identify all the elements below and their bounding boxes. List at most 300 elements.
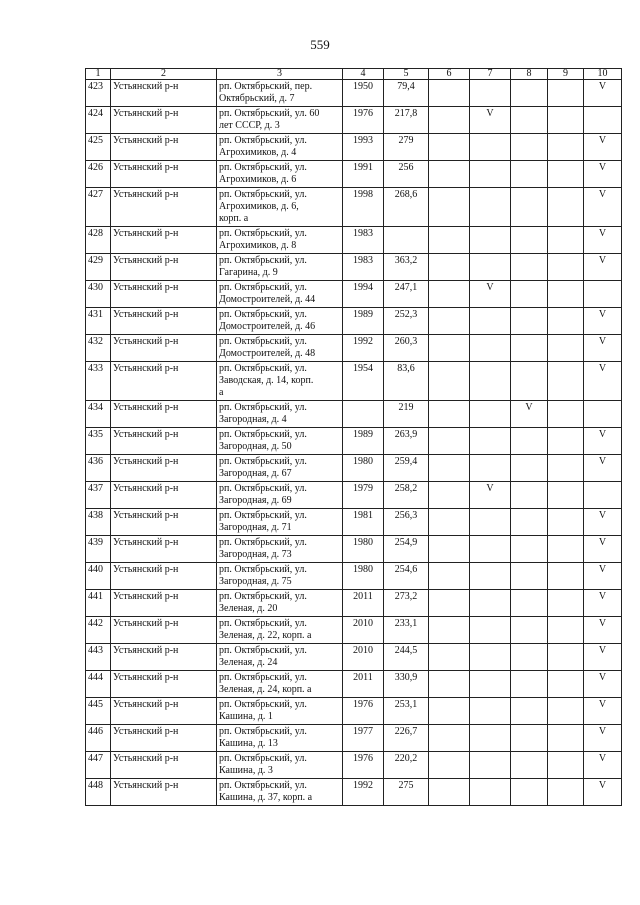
- district-cell: Устьянский р-н: [111, 563, 217, 590]
- address-line: Октябрьский, д. 7: [219, 93, 295, 104]
- mark-cell: [548, 779, 584, 806]
- area-cell: 256,3: [384, 509, 429, 536]
- mark-cell: V: [584, 254, 622, 281]
- mark-cell: [511, 644, 548, 671]
- address-line: Гагарина, д. 9: [219, 267, 278, 278]
- mark-cell: V: [584, 455, 622, 482]
- mark-cell: [548, 401, 584, 428]
- row-number-cell: 448: [86, 779, 111, 806]
- address-line: Загородная, д. 67: [219, 468, 292, 479]
- mark-cell: V: [584, 779, 622, 806]
- column-header: 2: [111, 69, 217, 80]
- address-cell: [217, 188, 343, 227]
- address-cell: [217, 134, 343, 161]
- mark-cell: [470, 509, 511, 536]
- row-number-cell: 447: [86, 752, 111, 779]
- table-row: [86, 779, 622, 806]
- district-cell: Устьянский р-н: [111, 698, 217, 725]
- mark-cell: [470, 563, 511, 590]
- mark-cell: [548, 617, 584, 644]
- area-cell: 259,4: [384, 455, 429, 482]
- row-number-cell: 431: [86, 308, 111, 335]
- address-line: Кашина, д. 13: [219, 738, 278, 749]
- district-cell: Устьянский р-н: [111, 428, 217, 455]
- address-cell: [217, 590, 343, 617]
- mark-cell: [429, 725, 470, 752]
- mark-cell: [548, 671, 584, 698]
- mark-cell: [429, 401, 470, 428]
- area-cell: 217,8: [384, 107, 429, 134]
- address-line: рп. Октябрьский, ул.: [219, 753, 307, 764]
- address-line: Агрохимиков, д. 8: [219, 240, 297, 251]
- mark-cell: [548, 254, 584, 281]
- mark-cell: [548, 80, 584, 107]
- address-line: Агрохимиков, д. 6,: [219, 201, 299, 212]
- address-line: рп. Октябрьский, ул.: [219, 483, 307, 494]
- mark-cell: V: [584, 509, 622, 536]
- address-line: рп. Октябрьский, ул.: [219, 402, 307, 413]
- area-cell: 253,1: [384, 698, 429, 725]
- table-row: [86, 590, 622, 617]
- mark-cell: [429, 428, 470, 455]
- mark-cell: [548, 536, 584, 563]
- address-cell: [217, 80, 343, 107]
- mark-cell: [511, 428, 548, 455]
- mark-cell: V: [584, 335, 622, 362]
- year-cell: 2010: [343, 617, 384, 644]
- mark-cell: [548, 509, 584, 536]
- district-cell: Устьянский р-н: [111, 482, 217, 509]
- mark-cell: [511, 779, 548, 806]
- address-line: рп. Октябрьский, ул.: [219, 135, 307, 146]
- row-number-cell: 438: [86, 509, 111, 536]
- year-cell: 1983: [343, 254, 384, 281]
- district-cell: Устьянский р-н: [111, 779, 217, 806]
- mark-cell: [511, 752, 548, 779]
- mark-cell: [511, 563, 548, 590]
- area-cell: 273,2: [384, 590, 429, 617]
- mark-cell: [511, 725, 548, 752]
- area-cell: 233,1: [384, 617, 429, 644]
- mark-cell: [429, 80, 470, 107]
- address-line: рп. Октябрьский, ул. 60: [219, 108, 320, 119]
- address-line: рп. Октябрьский, ул.: [219, 618, 307, 629]
- district-cell: Устьянский р-н: [111, 254, 217, 281]
- address-cell: [217, 401, 343, 428]
- mark-cell: V: [470, 482, 511, 509]
- column-header: 9: [548, 69, 584, 80]
- page-number: 559: [310, 37, 330, 52]
- address-line: Зеленая, д. 24, корп. а: [219, 684, 312, 695]
- address-line: рп. Октябрьский, ул.: [219, 780, 307, 791]
- address-line: Зеленая, д. 24: [219, 657, 278, 668]
- year-cell: 1976: [343, 698, 384, 725]
- area-cell: 260,3: [384, 335, 429, 362]
- mark-cell: V: [584, 227, 622, 254]
- mark-cell: [429, 308, 470, 335]
- table-row: [86, 362, 622, 401]
- address-line: Агрохимиков, д. 6: [219, 174, 297, 185]
- area-cell: 256: [384, 161, 429, 188]
- address-line: рп. Октябрьский, ул.: [219, 591, 307, 602]
- row-number-cell: 436: [86, 455, 111, 482]
- year-cell: 1979: [343, 482, 384, 509]
- mark-cell: V: [584, 134, 622, 161]
- address-line: рп. Октябрьский, ул.: [219, 255, 307, 266]
- address-cell: [217, 725, 343, 752]
- district-cell: Устьянский р-н: [111, 308, 217, 335]
- mark-cell: [429, 617, 470, 644]
- mark-cell: [429, 227, 470, 254]
- table-body: [86, 80, 622, 806]
- year-cell: 1992: [343, 779, 384, 806]
- area-cell: 263,9: [384, 428, 429, 455]
- table-row: [86, 161, 622, 188]
- area-cell: 252,3: [384, 308, 429, 335]
- mark-cell: [429, 752, 470, 779]
- address-line: а: [219, 387, 224, 398]
- address-line: Загородная, д. 4: [219, 414, 287, 425]
- address-cell: [217, 335, 343, 362]
- address-cell: [217, 671, 343, 698]
- mark-cell: V: [584, 188, 622, 227]
- row-number-cell: 434: [86, 401, 111, 428]
- row-number-cell: 442: [86, 617, 111, 644]
- mark-cell: [511, 362, 548, 401]
- row-number-cell: 427: [86, 188, 111, 227]
- mark-cell: [548, 563, 584, 590]
- address-cell: [217, 563, 343, 590]
- year-cell: 1994: [343, 281, 384, 308]
- area-cell: 258,2: [384, 482, 429, 509]
- address-cell: [217, 617, 343, 644]
- table-row: [86, 617, 622, 644]
- year-cell: 2011: [343, 671, 384, 698]
- mark-cell: [548, 752, 584, 779]
- mark-cell: [511, 617, 548, 644]
- area-cell: 244,5: [384, 644, 429, 671]
- area-cell: 220,2: [384, 752, 429, 779]
- mark-cell: V: [584, 536, 622, 563]
- row-number-cell: 424: [86, 107, 111, 134]
- address-cell: [217, 779, 343, 806]
- mark-cell: [584, 401, 622, 428]
- row-number-cell: 443: [86, 644, 111, 671]
- mark-cell: [548, 725, 584, 752]
- table-row: [86, 455, 622, 482]
- table-row: [86, 482, 622, 509]
- address-cell: [217, 536, 343, 563]
- district-cell: Устьянский р-н: [111, 134, 217, 161]
- mark-cell: [548, 482, 584, 509]
- address-cell: [217, 428, 343, 455]
- column-header-row: [86, 69, 622, 80]
- address-line: рп. Октябрьский, ул.: [219, 429, 307, 440]
- mark-cell: [470, 617, 511, 644]
- row-number-cell: 440: [86, 563, 111, 590]
- year-cell: 1981: [343, 509, 384, 536]
- column-header: 7: [470, 69, 511, 80]
- address-cell: [217, 254, 343, 281]
- address-line: Кашина, д. 3: [219, 765, 273, 776]
- mark-cell: [511, 509, 548, 536]
- address-line: рп. Октябрьский, ул.: [219, 336, 307, 347]
- mark-cell: [470, 362, 511, 401]
- year-cell: [343, 401, 384, 428]
- area-cell: 254,6: [384, 563, 429, 590]
- district-cell: Устьянский р-н: [111, 107, 217, 134]
- mark-cell: [470, 134, 511, 161]
- mark-cell: [429, 536, 470, 563]
- district-cell: Устьянский р-н: [111, 725, 217, 752]
- mark-cell: [511, 227, 548, 254]
- mark-cell: [470, 698, 511, 725]
- mark-cell: V: [584, 671, 622, 698]
- mark-cell: [511, 134, 548, 161]
- address-line: рп. Октябрьский, ул.: [219, 189, 307, 200]
- area-cell: [384, 227, 429, 254]
- mark-cell: [429, 335, 470, 362]
- address-line: рп. Октябрьский, ул.: [219, 726, 307, 737]
- mark-cell: [429, 590, 470, 617]
- district-cell: Устьянский р-н: [111, 188, 217, 227]
- row-number-cell: 425: [86, 134, 111, 161]
- table-row: [86, 509, 622, 536]
- row-number-cell: 428: [86, 227, 111, 254]
- table-row: [86, 725, 622, 752]
- area-cell: 268,6: [384, 188, 429, 227]
- table-row: [86, 308, 622, 335]
- district-cell: Устьянский р-н: [111, 281, 217, 308]
- address-cell: [217, 482, 343, 509]
- mark-cell: [429, 281, 470, 308]
- mark-cell: [548, 428, 584, 455]
- mark-cell: [511, 671, 548, 698]
- address-line: корп. а: [219, 213, 249, 224]
- mark-cell: [470, 335, 511, 362]
- mark-cell: [548, 362, 584, 401]
- mark-cell: [429, 563, 470, 590]
- district-cell: Устьянский р-н: [111, 335, 217, 362]
- table-row: [86, 254, 622, 281]
- address-line: рп. Октябрьский, ул.: [219, 645, 307, 656]
- year-cell: 1989: [343, 308, 384, 335]
- year-cell: 1998: [343, 188, 384, 227]
- mark-cell: [429, 779, 470, 806]
- mark-cell: V: [584, 725, 622, 752]
- mark-cell: [584, 482, 622, 509]
- mark-cell: [548, 134, 584, 161]
- year-cell: 1976: [343, 752, 384, 779]
- area-cell: 254,9: [384, 536, 429, 563]
- district-cell: Устьянский р-н: [111, 752, 217, 779]
- mark-cell: [429, 134, 470, 161]
- mark-cell: [548, 227, 584, 254]
- address-cell: [217, 362, 343, 401]
- mark-cell: [429, 482, 470, 509]
- mark-cell: V: [584, 80, 622, 107]
- mark-cell: [470, 161, 511, 188]
- mark-cell: V: [470, 281, 511, 308]
- mark-cell: [470, 227, 511, 254]
- table-row: [86, 644, 622, 671]
- row-number-cell: 445: [86, 698, 111, 725]
- address-line: Домостроителей, д. 44: [219, 294, 316, 305]
- mark-cell: [584, 107, 622, 134]
- district-cell: Устьянский р-н: [111, 401, 217, 428]
- mark-cell: [511, 536, 548, 563]
- year-cell: 1976: [343, 107, 384, 134]
- mark-cell: [548, 644, 584, 671]
- district-cell: Устьянский р-н: [111, 644, 217, 671]
- mark-cell: [548, 590, 584, 617]
- address-cell: [217, 698, 343, 725]
- address-line: рп. Октябрьский, ул.: [219, 537, 307, 548]
- area-cell: 79,4: [384, 80, 429, 107]
- mark-cell: [470, 308, 511, 335]
- row-number-cell: 441: [86, 590, 111, 617]
- year-cell: 1980: [343, 563, 384, 590]
- table-row: [86, 134, 622, 161]
- row-number-cell: 437: [86, 482, 111, 509]
- mark-cell: [548, 335, 584, 362]
- address-line: Зеленая, д. 20: [219, 603, 278, 614]
- row-number-cell: 430: [86, 281, 111, 308]
- mark-cell: [548, 161, 584, 188]
- address-line: рп. Октябрьский, ул.: [219, 456, 307, 467]
- row-number-cell: 444: [86, 671, 111, 698]
- mark-cell: [470, 671, 511, 698]
- mark-cell: V: [584, 563, 622, 590]
- address-line: Агрохимиков, д. 4: [219, 147, 297, 158]
- address-line: Загородная, д. 71: [219, 522, 292, 533]
- table-row: [86, 536, 622, 563]
- row-number-cell: 432: [86, 335, 111, 362]
- mark-cell: [429, 671, 470, 698]
- column-header: 10: [584, 69, 622, 80]
- district-cell: Устьянский р-н: [111, 80, 217, 107]
- year-cell: 1954: [343, 362, 384, 401]
- mark-cell: [429, 254, 470, 281]
- address-line: рп. Октябрьский, ул.: [219, 699, 307, 710]
- area-cell: 226,7: [384, 725, 429, 752]
- mark-cell: V: [584, 752, 622, 779]
- mark-cell: [511, 281, 548, 308]
- column-header: 6: [429, 69, 470, 80]
- table-row: [86, 227, 622, 254]
- area-cell: 83,6: [384, 362, 429, 401]
- mark-cell: V: [511, 401, 548, 428]
- mark-cell: [470, 752, 511, 779]
- mark-cell: [470, 188, 511, 227]
- mark-cell: [511, 308, 548, 335]
- year-cell: 2010: [343, 644, 384, 671]
- table-row: [86, 188, 622, 227]
- area-cell: 247,1: [384, 281, 429, 308]
- address-line: Загородная, д. 73: [219, 549, 292, 560]
- address-line: рп. Октябрьский, ул.: [219, 162, 307, 173]
- mark-cell: V: [470, 107, 511, 134]
- mark-cell: V: [584, 308, 622, 335]
- mark-cell: V: [584, 428, 622, 455]
- address-line: рп. Октябрьский, ул.: [219, 363, 307, 374]
- mark-cell: [584, 281, 622, 308]
- row-number-cell: 439: [86, 536, 111, 563]
- mark-cell: [470, 455, 511, 482]
- address-cell: [217, 644, 343, 671]
- address-cell: [217, 281, 343, 308]
- table-row: [86, 281, 622, 308]
- row-number-cell: 435: [86, 428, 111, 455]
- year-cell: 2011: [343, 590, 384, 617]
- address-line: рп. Октябрьский, ул.: [219, 564, 307, 575]
- housing-registry-table: [85, 68, 622, 806]
- mark-cell: [548, 455, 584, 482]
- area-cell: 219: [384, 401, 429, 428]
- district-cell: Устьянский р-н: [111, 536, 217, 563]
- mark-cell: [470, 644, 511, 671]
- mark-cell: V: [584, 362, 622, 401]
- table-row: [86, 401, 622, 428]
- address-line: Загородная, д. 75: [219, 576, 292, 587]
- mark-cell: [470, 536, 511, 563]
- mark-cell: [470, 428, 511, 455]
- address-line: Домостроителей, д. 46: [219, 321, 316, 332]
- column-header: 4: [343, 69, 384, 80]
- address-line: Заводская, д. 14, корп.: [219, 375, 314, 386]
- address-line: Загородная, д. 50: [219, 441, 292, 452]
- mark-cell: [429, 188, 470, 227]
- mark-cell: [511, 482, 548, 509]
- mark-cell: V: [584, 590, 622, 617]
- mark-cell: [470, 401, 511, 428]
- address-line: рп. Октябрьский, ул.: [219, 282, 307, 293]
- row-number-cell: 446: [86, 725, 111, 752]
- column-header: 3: [217, 69, 343, 80]
- mark-cell: [548, 188, 584, 227]
- mark-cell: [429, 644, 470, 671]
- district-cell: Устьянский р-н: [111, 509, 217, 536]
- column-header: 1: [86, 69, 111, 80]
- mark-cell: [470, 590, 511, 617]
- row-number-cell: 423: [86, 80, 111, 107]
- year-cell: 1989: [343, 428, 384, 455]
- year-cell: 1993: [343, 134, 384, 161]
- area-cell: 279: [384, 134, 429, 161]
- address-line: рп. Октябрьский, ул.: [219, 672, 307, 683]
- mark-cell: [548, 698, 584, 725]
- table-row: [86, 335, 622, 362]
- column-header: 8: [511, 69, 548, 80]
- area-cell: 275: [384, 779, 429, 806]
- year-cell: 1950: [343, 80, 384, 107]
- mark-cell: [511, 188, 548, 227]
- year-cell: 1983: [343, 227, 384, 254]
- address-cell: [217, 161, 343, 188]
- mark-cell: V: [584, 617, 622, 644]
- mark-cell: [548, 107, 584, 134]
- mark-cell: [548, 308, 584, 335]
- area-cell: 330,9: [384, 671, 429, 698]
- mark-cell: [511, 590, 548, 617]
- mark-cell: [429, 362, 470, 401]
- table-row: [86, 107, 622, 134]
- district-cell: Устьянский р-н: [111, 362, 217, 401]
- mark-cell: [548, 281, 584, 308]
- address-cell: [217, 308, 343, 335]
- table-row: [86, 428, 622, 455]
- mark-cell: [429, 455, 470, 482]
